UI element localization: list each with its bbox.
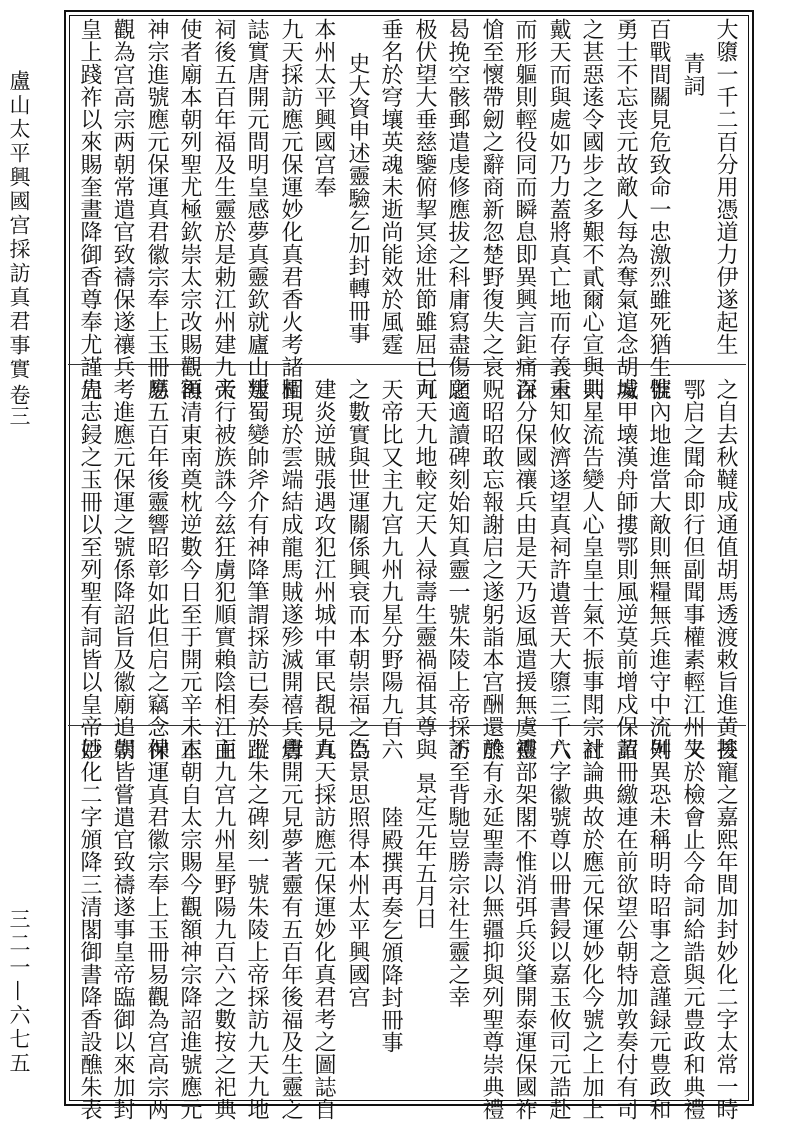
text-column: 陸殿撰再奏乞頒降封冊事 xyxy=(378,806,403,1054)
text-column: 朝皆嘗遣官致禱遂事皇帝臨御以來加封 xyxy=(110,738,135,1121)
text-column: 而形軀則輕役同而瞬息即異興言鉅痛深 xyxy=(512,18,537,401)
text-column: 叛蜀變帥斧介有神降筆謂採訪已奏於上 xyxy=(244,378,269,761)
text-column: 史大資申述靈驗乞加封轉冊事 xyxy=(345,52,370,345)
text-column: 垂名於穹壤英魂未逝尚能效於風霆 xyxy=(378,18,403,356)
text-column: 祠後五百年福及生靈於是勅江州建九天 xyxy=(211,18,236,401)
text-column: 則星流告變人心皇皇士氣不振事閗宗社 xyxy=(579,378,604,761)
text-column: 詔冊繳連在前欲望公朝特加敦奏付有司 xyxy=(613,738,638,1121)
text-column: 相現於雲端結成龍馬賊遂殄滅開禧兵釁 xyxy=(278,378,303,761)
text-column: 贶昭昭敢忘報謝启之遂躬詣本宫酬還醮 xyxy=(479,378,504,761)
text-column: 愴至懷帶劒之辭商新忽楚野復失之哀 xyxy=(479,18,504,378)
text-column: 建炎逆賊張遇攻犯江州城中軍民覩見真 xyxy=(311,378,336,761)
text-column: 保運真君徽宗奉上玉冊易觀為宫高宗两 xyxy=(144,738,169,1121)
text-column: 未知攸濟遂望真祠許遺普天大隳三千六 xyxy=(546,378,571,761)
text-column: 青詞 xyxy=(680,52,705,97)
text-column: 勇士不忘丧元故敵人每為奪氣逭念胡䖏 xyxy=(613,18,638,401)
text-column: 觀為宫高宗两朝常遣官致禱保遂禳兵 xyxy=(110,18,135,378)
text-column: 妙化二字頒降三清閣御書降香設醮朱表 xyxy=(77,738,102,1121)
text-column: 考進應元保運之號係降詔旨及徽廟追崇 xyxy=(110,378,135,761)
text-column: 百戰間關見危致命一忠激烈雖死猶生惟 xyxy=(646,18,671,401)
text-column: 之數實與世運關係興衰而本朝崇福之為 xyxy=(345,378,370,761)
text-column: 願適讀碑刻始知真靈一號朱陵上帝採訪 xyxy=(445,378,470,761)
text-column: 戴天而與處如乃力蓋將真亡地而存義重 xyxy=(546,18,571,401)
text-column: 主九宫九州星野陽九百六之數按之祀典 xyxy=(211,738,236,1121)
text-column: 應五百年後靈響昭彰如此但启之竊念神 xyxy=(144,378,169,761)
text-panel-top xyxy=(72,18,742,401)
text-column: 九天九地較定天人禄壽生靈禍福其尊與 xyxy=(412,378,437,761)
text-column: 再清東南奠枕逆數今日至于開元辛未正 xyxy=(177,378,202,761)
text-column: 之自去秋韃成通值胡馬透渡敕旨進黄捘 xyxy=(713,378,738,761)
text-column: 城甲壊漢舟師摟鄂則風逆莫前增戍保黄 xyxy=(613,378,638,761)
text-column: 蹤朱之碑刻一號朱陵上帝採訪九天九地 xyxy=(244,738,269,1121)
text-column: 本朝自太宗賜今觀額神宗降詔進號應元 xyxy=(177,738,202,1121)
text-column: 皇上踐祚以來賜奎畫降御香尊奉尤謹启 xyxy=(77,18,102,401)
text-column: 臣景思照得本州太平興國宫 xyxy=(345,738,370,1008)
text-column: 討論典故於應元保運妙化今號之上加上 xyxy=(579,738,604,1121)
text-column: 天帝比又主九宫九州九星分野陽九百六 xyxy=(378,378,403,761)
text-column: 九天採訪應元保運妙化真君考之圖誌自 xyxy=(311,738,336,1121)
text-column: 誌實唐開元間明皇感夢真靈欽就廬山建 xyxy=(244,18,269,401)
margin-volume: 卷三 xyxy=(7,384,31,426)
text-column: 景定元年五月日 xyxy=(412,772,437,930)
text-column: 之甚惡逺令國步之多艱不貳爾心宣與共 xyxy=(579,18,604,401)
text-column: 失於檢會止今命詞給誥與元豊政和典禮 xyxy=(680,738,705,1121)
text-column: 舛異恐未稱明時昭事之意謹録元豊政和 xyxy=(646,738,671,1121)
text-column: 先志鋟之玉冊以至列聖有詞皆以皇帝臣 xyxy=(77,378,102,761)
text-column: 唐開元見夢著靈有五百年後福及生靈之 xyxy=(278,738,303,1121)
text-column: 神宗進號應元保運真君徽宗奉上玉冊易 xyxy=(144,18,169,401)
text-column: 九天採訪應元保運妙化真君香火考諸圖 xyxy=(278,18,303,401)
text-column: 八字徽號尊以冊書鋟以嘉玉攸司元誥赴 xyxy=(546,738,571,1121)
text-column: 不至背馳豈勝宗社生靈之幸 xyxy=(445,738,470,1008)
text-column: 鄂启之聞命即行但副聞事權素輕江州又 xyxy=(680,378,705,761)
text-column: 帝行被族誅今兹狂虜犯順實賴陰相江面 xyxy=(211,378,236,761)
text-column: 使者廟本朝列聖尤極欽崇太宗改賜觀額 xyxy=(177,18,202,401)
text-panel-middle xyxy=(72,378,742,761)
text-column: 號內地進當大敵則無糧無兵進守中流則 xyxy=(646,378,671,761)
text-column: 本州太平興國宫奉 xyxy=(311,18,336,198)
text-column: 於有永延聖壽以無疆抑與列聖尊崇典禮 xyxy=(479,738,504,1121)
text-column: 曷挽空骸郵遣虔修應拔之科庸寫盡傷之 xyxy=(445,18,470,401)
margin-page-number: 三二一—六七五 xyxy=(7,908,31,1076)
text-panel-bottom xyxy=(72,738,742,1121)
text-column: 百分保國禳兵由是天乃返風遣援無虞靈 xyxy=(512,378,537,761)
text-column: 极伏望大垂慈鑒俯挈冥途壯節雖屈已可 xyxy=(412,18,437,401)
text-column: 甚寵之嘉熙年間加封妙化二字太常一時 xyxy=(713,738,738,1121)
text-column: 大隳一千二百分用憑道力伊遂起生 xyxy=(713,18,738,356)
text-column: 禮部架閣不惟消弭兵災肇開泰運保國祚 xyxy=(512,738,537,1121)
margin-book-title: 盧山太平興國宫採訪真君事實 xyxy=(7,70,31,382)
